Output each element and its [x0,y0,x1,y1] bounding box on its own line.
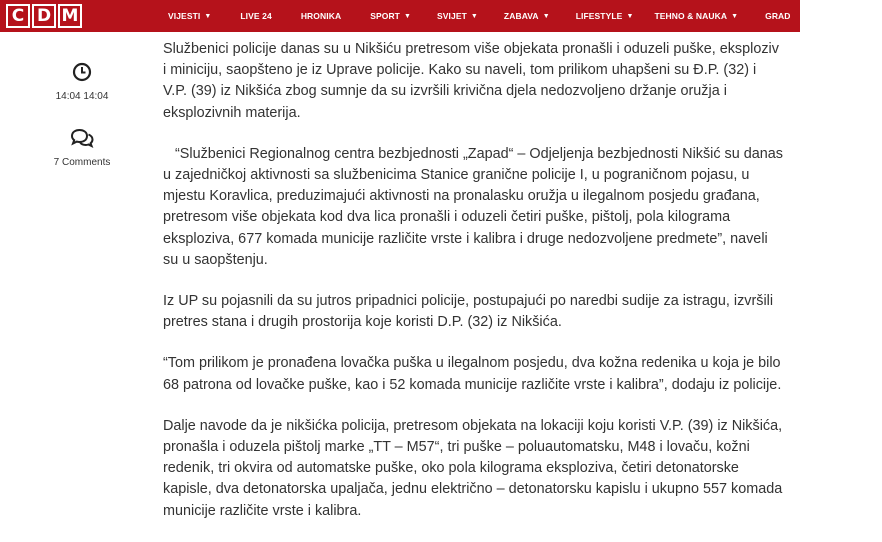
nav-item-grad[interactable] [765,0,790,32]
site-logo[interactable] [6,0,84,32]
nav-item-tehno-nauka[interactable] [654,0,738,32]
nav-item-label: SVIJET [437,11,467,21]
top-navigation-bar [0,0,882,32]
nav-item-sport[interactable] [370,0,411,32]
nav-item-label: LIVE 24 [240,11,272,21]
chevron-down-icon: ▼ [542,12,550,20]
article-body [163,39,783,542]
nav-item-label: ZABAVA [503,11,539,21]
comments-icon [70,128,94,148]
chevron-down-icon: ▼ [626,12,634,20]
nav-item-label: VIJESTI [168,11,201,21]
chevron-down-icon: ▼ [204,12,212,20]
article-paragraph: “Tom prilikom je pronađena lovačka puška u ilegalnom posjedu, dva kožna redenika u koja je bilo 68 patrona od lovačke puške, kao i 52 komada municije različite vrste i kalibra”, dodaju iz policije. [163,355,782,393]
logo-letter: M [58,4,82,28]
chevron-down-icon: ▼ [874,12,882,20]
nav-item-label: LIFESTYLE [575,11,623,21]
nav-item-vijesti[interactable] [168,0,211,32]
nav-item-live-24[interactable] [240,0,271,32]
post-time [52,62,112,102]
logo-letter: D [32,4,56,28]
nav-item-zabava[interactable] [504,0,550,32]
post-comments[interactable] [52,128,112,168]
nav-item-auto-moto[interactable] [818,0,882,32]
nav-item-lifestyle[interactable] [576,0,634,32]
nav-item-label: HRONIKA [300,11,342,21]
nav-item-label: GRAD [765,11,791,21]
article-paragraph: Službenici policije danas su u Nikšiću pretresom više objekata pronašli i oduzeli puške, eksploziv i miniciju, saopšteno je iz Uprave policije. Kako su naveli, tom prilikom uhapšeni su Đ.P. (32) i V.P. (39) iz Nikšića zbog sumnje da su izvršili krivična djela nedozvoljeno držanje oružja i eksplozivnih materija. [163,41,779,121]
nav-item-label: TEHNO & NAUKA [654,11,728,21]
article-paragraph: Dalje navode da je nikšićka policija, pretresom objekata na lokaciji koju koristi V.P. (39) iz Nikšića, pronašla i oduzela pištolj marke „TT – M57“, tri puške – poluautomatsku, M48 i lovaču, kožni redenik, tri okvira od automatske puške, oko pola kilograma eksploziva, četiri detonatorske kapisle, dva detonatorska upaljača, jednu električno – detonatorsku kapislu i ukupno 557 komada municije različite vrste i kalibra. [163,417,783,519]
nav-item-label: AUTO-MOTO [817,11,871,21]
chevron-down-icon: ▼ [403,12,411,20]
chevron-down-icon: ▼ [731,12,739,20]
nav-item-hronika[interactable] [301,0,341,32]
article-paragraph: “Službenici Regionalnog centra bezbjednosti „Zapad“ – Odjeljenja bezbjednosti Nikšić su danas u zajedničkoj aktivnosti sa službenicima Stanice granične policije I, u pograničnom pojasu, u mjestu Koravlica, preduzimajući aktivnosti na pronalasku oružja u ilegalnom posjedu građana, pretresom više objekata kod dva lica pronašli i oduzeli četiri puške, pištolj, pola kilograma eksploziva, 677 komada municije različite vrste i kalibra i druge nedozvoljene predmete”, naveli su u saopštenju. [163,145,783,268]
comments-count[interactable]: 7 Comments [53,157,111,168]
post-time-text: 14:04 14:04 [55,91,109,102]
clock-icon [72,62,92,82]
chevron-down-icon: ▼ [470,12,478,20]
article-paragraph: Iz UP su pojasnili da su jutros pripadnici policije, postupajući po naredbi sudije za istragu, izvršili pretres stana i drugih prostorija koje koristi D.P. (32) iz Nikšića. [163,293,774,331]
logo-letter: C [6,4,30,28]
main-menu [168,0,882,32]
nav-item-label: SPORT [370,11,400,21]
nav-item-svijet[interactable] [437,0,478,32]
